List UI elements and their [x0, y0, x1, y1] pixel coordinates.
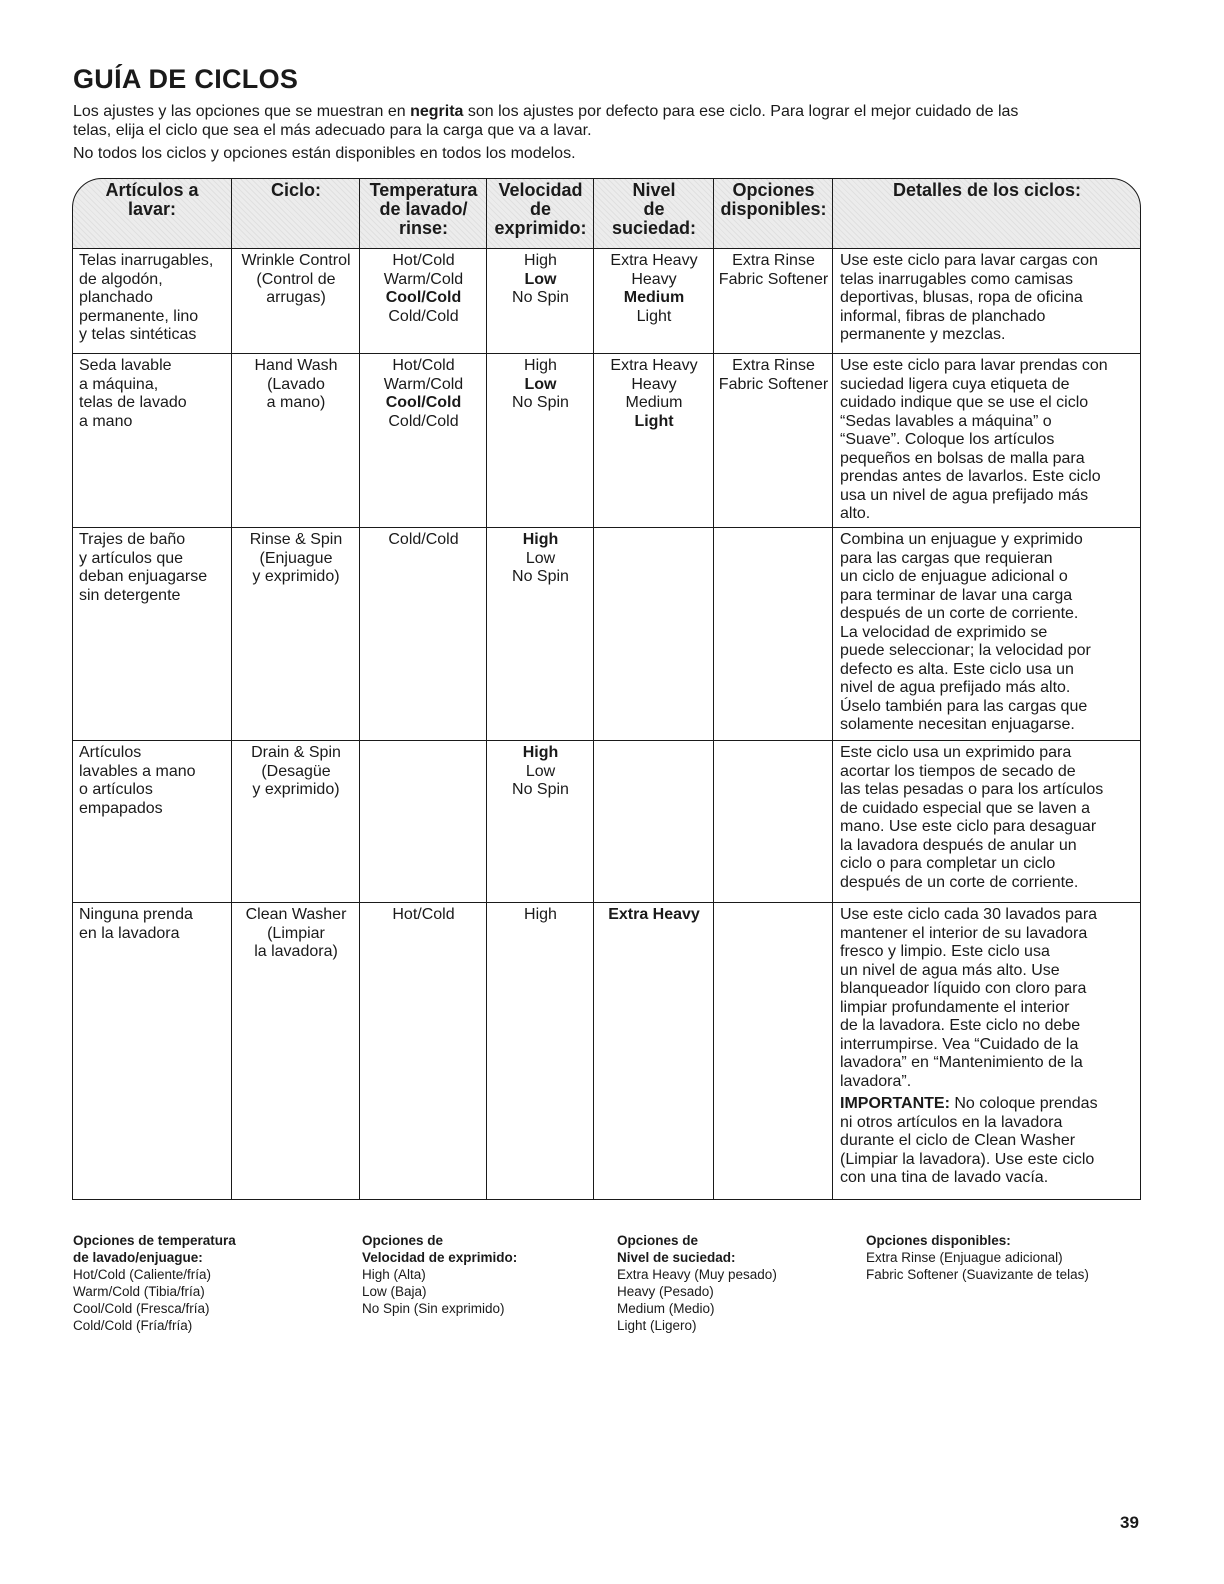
options-value: Extra Rinse	[732, 357, 815, 374]
detail-line: “Sedas lavables a máquina” o	[840, 412, 1052, 430]
speed-value: No Spin	[512, 289, 569, 306]
legend-item: Warm/Cold (Tibia/fría)	[73, 1284, 205, 1299]
detail-line: mantener el interior de su lavadora	[840, 924, 1088, 942]
detail-line: La velocidad de exprimido se	[840, 623, 1048, 641]
detail-line: Este ciclo usa un exprimido para	[840, 744, 1072, 761]
items-value: lavables a mano	[79, 762, 196, 780]
important-line: durante el ciclo de Clean Washer	[840, 1132, 1076, 1149]
items-value: Seda lavable	[79, 357, 172, 374]
legend-heading: Nivel de suciedad:	[617, 1250, 736, 1265]
temp-value: Hot/Cold	[392, 252, 455, 269]
detail-line: telas inarrugables como camisas	[840, 270, 1073, 288]
important-line: con una tina de lavado vacía.	[840, 1169, 1049, 1186]
legend-item: Light (Ligero)	[617, 1318, 697, 1333]
cycle-value: Rinse & Spin	[249, 531, 343, 548]
speed-value: Low	[525, 762, 556, 780]
page-title: GUÍA DE CICLOS	[73, 64, 299, 94]
temp-value: Cold/Cold	[388, 531, 459, 548]
header-line: Artículos a	[105, 180, 199, 200]
detail-line: usa un nivel de agua prefijado más	[840, 486, 1089, 504]
detail-line: Use este ciclo para lavar prendas con	[840, 357, 1108, 374]
detail-line: defecto es alta. Este ciclo usa un	[840, 660, 1074, 678]
speed-value: Low	[525, 549, 556, 567]
soil-value: Light	[636, 307, 672, 325]
header-line: Temperatura	[369, 180, 478, 200]
intro	[73, 102, 1148, 167]
soil-value: Medium	[623, 289, 685, 306]
soil-value: Extra Heavy	[610, 357, 698, 374]
speed-value: High	[522, 744, 559, 761]
items-value: deban enjuagarse	[79, 568, 208, 585]
items-value: y artículos que	[79, 549, 184, 567]
legend-block	[617, 1232, 777, 1334]
temp-value: Cold/Cold	[388, 307, 459, 325]
header-line: de lavado/	[379, 199, 468, 219]
page-number: 39	[1120, 1513, 1139, 1532]
items-value: sin detergente	[79, 586, 181, 604]
detail-line: cuidado indique que se use el ciclo	[840, 394, 1089, 411]
cycle-guide-table	[72, 178, 1141, 1200]
header-line: disponibles:	[720, 199, 827, 219]
important-line: ni otros artículos en la lavadora	[840, 1113, 1063, 1131]
cycle-value: y exprimido)	[252, 568, 340, 585]
detail-line: blanqueador líquido con cloro para	[840, 980, 1087, 997]
cycle-value: arrugas)	[266, 289, 326, 306]
intro-text-line2: telas, elija el ciclo que sea el más adecuado para la carga que va a lavar.	[73, 122, 592, 139]
detail-line: Úselo también para las cargas que	[840, 697, 1088, 715]
header-line: lavar:	[127, 199, 177, 219]
temp-value: Cool/Cold	[385, 394, 462, 411]
temp-value: Cool/Cold	[385, 289, 462, 306]
detail-line: suciedad ligera cuya etiqueta de	[840, 375, 1070, 393]
header-line: Opciones	[732, 180, 815, 200]
intro-note: No todos los ciclos y opciones están disponibles en todos los modelos.	[73, 145, 576, 162]
detail-line: de la lavadora. Este ciclo no debe	[840, 1017, 1081, 1034]
speed-value: High	[524, 357, 557, 374]
detail-line: limpiar profundamente el interior	[840, 998, 1070, 1016]
cycle-value: Clean Washer	[245, 906, 347, 923]
items-value: empapados	[79, 799, 163, 817]
important-line: (Limpiar la lavadora). Use este ciclo	[840, 1150, 1095, 1168]
detail-line: mano. Use este ciclo para desaguar	[840, 818, 1097, 835]
legend-item: No Spin (Sin exprimido)	[362, 1301, 505, 1316]
cycle-value: (Enjuague	[259, 549, 333, 567]
table-border	[72, 178, 1141, 1200]
speed-value: High	[524, 252, 557, 269]
temp-value: Cold/Cold	[388, 412, 459, 430]
intro-bold-word: negrita	[410, 103, 464, 120]
options-value: Fabric Softener	[718, 375, 829, 393]
detail-line: para las cargas que requieran	[840, 549, 1053, 567]
soil-value: Extra Heavy	[610, 252, 698, 269]
legend-block	[362, 1232, 517, 1317]
legend-heading: de lavado/enjuague:	[73, 1250, 203, 1265]
speed-value: No Spin	[512, 568, 569, 585]
detail-line: las telas pesadas o para los artículos	[840, 781, 1104, 798]
detail-line: Use este ciclo cada 30 lavados para	[840, 906, 1098, 923]
legend-block	[866, 1232, 1089, 1283]
header-line: Nivel	[632, 180, 676, 200]
items-value: Ninguna prenda	[79, 906, 193, 923]
detail-line: interrumpirse. Vea “Cuidado de la	[840, 1035, 1079, 1053]
header-line: suciedad:	[611, 218, 697, 238]
legend-item: Cool/Cold (Fresca/fría)	[73, 1301, 210, 1316]
temp-value: Hot/Cold	[392, 906, 455, 923]
items-value: Telas inarrugables,	[79, 252, 214, 269]
cycle-value: y exprimido)	[252, 781, 340, 798]
detail-line: un nivel de agua más alto. Use	[840, 961, 1060, 979]
detail-line: prendas antes de lavarlos. Este ciclo	[840, 468, 1101, 485]
detail-line: nivel de agua prefijado más alto.	[840, 679, 1071, 696]
detail-line: Combina un enjuague y exprimido	[840, 531, 1083, 548]
soil-value: Medium	[625, 394, 683, 411]
legend-item: Extra Heavy (Muy pesado)	[617, 1267, 777, 1282]
detail-line: informal, fibras de planchado	[840, 307, 1046, 325]
items-value: permanente, lino	[79, 307, 199, 325]
header-line: rinse:	[398, 218, 449, 238]
detail-line: fresco y limpio. Este ciclo usa	[840, 943, 1050, 960]
items-value: en la lavadora	[79, 924, 180, 942]
speed-value: High	[522, 531, 559, 548]
temp-value: Hot/Cold	[392, 357, 455, 374]
options-value: Fabric Softener	[718, 270, 829, 288]
cycle-value: Drain & Spin	[251, 744, 341, 761]
detail-line: deportivas, blusas, ropa de oficina	[840, 289, 1083, 306]
detail-line: después de un corte de corriente.	[840, 605, 1079, 622]
legend-heading: Velocidad de exprimido:	[362, 1250, 518, 1265]
detail-line: “Suave”. Coloque los artículos	[840, 431, 1055, 448]
legend-heading: Opciones de	[362, 1233, 444, 1248]
detail-line: para terminar de lavar una carga	[840, 586, 1073, 604]
cycle-value: (Limpiar	[267, 924, 325, 942]
cycle-value: (Lavado	[267, 375, 325, 393]
items-value: planchado	[79, 289, 153, 306]
detail-line: acortar los tiempos de secado de	[840, 762, 1076, 780]
legend-item: Hot/Cold (Caliente/fría)	[73, 1267, 212, 1282]
speed-value: No Spin	[512, 781, 569, 798]
options-value: Extra Rinse	[732, 252, 815, 269]
legend-block	[73, 1232, 236, 1334]
header-line: exprimido:	[494, 218, 587, 238]
detail-line: Use este ciclo para lavar cargas con	[840, 252, 1098, 269]
cycle-value: Wrinkle Control	[241, 252, 351, 269]
items-value: a máquina,	[79, 375, 159, 393]
soil-value: Light	[634, 412, 674, 430]
header-line: Velocidad	[498, 180, 583, 200]
detail-line: permanente y mezclas.	[840, 326, 1006, 343]
items-value: Trajes de baño	[79, 531, 186, 548]
legend-heading: Opciones de	[617, 1233, 699, 1248]
header-line: Ciclo:	[270, 180, 321, 200]
items-value: a mano	[79, 412, 133, 430]
soil-value: Heavy	[631, 375, 677, 393]
legend-heading: Opciones disponibles:	[866, 1233, 1011, 1248]
soil-value: Extra Heavy	[608, 906, 700, 923]
header-line: de	[643, 199, 665, 219]
legend-item: Extra Rinse (Enjuague adicional)	[866, 1250, 1063, 1265]
detail-line: puede seleccionar; la velocidad por	[840, 642, 1091, 659]
legend-heading: Opciones de temperatura	[73, 1233, 236, 1248]
detail-line: la lavadora después de anular un	[840, 836, 1077, 854]
detail-line: pequeños en bolsas de malla para	[840, 449, 1085, 467]
detail-line: de cuidado especial que se laven a	[840, 799, 1090, 817]
items-value: telas de lavado	[79, 394, 187, 411]
detail-line: lavadora”.	[840, 1072, 912, 1090]
cycle-value: (Control de	[256, 270, 336, 288]
cycle-value: la lavadora)	[254, 943, 338, 960]
legend-item: Cold/Cold (Fría/fría)	[73, 1318, 193, 1333]
speed-value: High	[524, 906, 557, 923]
items-value: y telas sintéticas	[79, 326, 197, 343]
intro-paragraph	[73, 102, 1148, 140]
speed-value: Low	[524, 375, 557, 393]
temp-value: Warm/Cold	[383, 375, 464, 393]
detail-line: solamente necesitan enjuagarse.	[840, 716, 1075, 733]
cycle-value: a mano)	[266, 394, 326, 411]
cycle-value: (Desagüe	[261, 762, 331, 780]
cycle-value: Hand Wash	[254, 357, 338, 374]
detail-line: lavadora” en “Mantenimiento de la	[840, 1054, 1083, 1071]
detail-line: un ciclo de enjuague adicional o	[840, 568, 1068, 585]
header-line: Detalles de los ciclos:	[892, 180, 1082, 200]
legend-item: Fabric Softener (Suavizante de telas)	[866, 1267, 1089, 1282]
items-value: Artículos	[79, 744, 142, 761]
header-line: de	[529, 199, 551, 219]
items-value: o artículos	[79, 781, 153, 798]
intro-text-cont: son los ajustes por defecto para ese ciclo. Para lograr el mejor cuidado de las	[463, 103, 1019, 120]
legend-item: High (Alta)	[362, 1267, 426, 1282]
detail-line: después de un corte de corriente.	[840, 873, 1079, 891]
detail-line: ciclo o para completar un ciclo	[840, 855, 1056, 872]
detail-line: alto.	[840, 505, 871, 522]
temp-value: Warm/Cold	[383, 270, 464, 288]
important-label: IMPORTANTE:	[840, 1095, 950, 1112]
important-text: No coloque prendas	[949, 1095, 1098, 1112]
intro-text: Los ajustes y las opciones que se muestran en	[73, 103, 411, 120]
legend-item: Low (Baja)	[362, 1284, 427, 1299]
items-value: de algodón,	[79, 270, 163, 288]
speed-value: Low	[524, 270, 557, 288]
soil-value: Heavy	[631, 270, 677, 288]
legend-item: Medium (Medio)	[617, 1301, 715, 1316]
speed-value: No Spin	[512, 394, 569, 411]
legend-item: Heavy (Pesado)	[617, 1284, 714, 1299]
